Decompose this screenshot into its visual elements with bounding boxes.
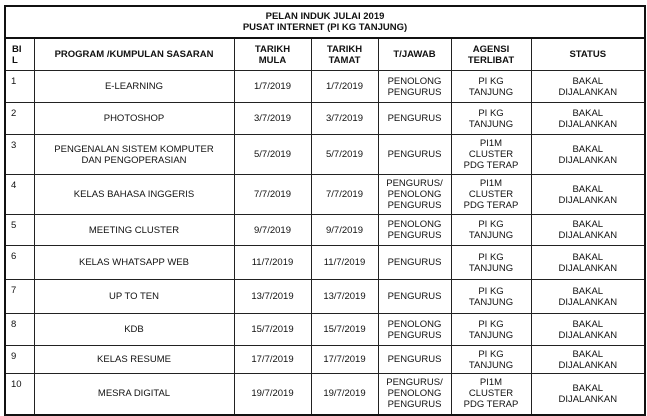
cell-text: PENOLONG [387,388,442,400]
column-header-agensi [451,38,531,71]
header-text: T/JAWAB [393,49,436,60]
cell-agensi [451,280,531,314]
column-header-tamat [311,38,378,71]
cell-text: CLUSTER [468,189,514,200]
cell-text: PI1M [479,178,503,189]
cell-mula: 11/7/2019 [234,246,311,280]
cell-text: PDG TERAP [463,399,519,411]
header-row [5,38,645,71]
cell-tamat: 7/7/2019 [311,175,378,215]
cell-text: DAN PENGOPERASIAN [81,154,187,166]
cell-text: BAKAL [572,285,604,297]
cell-text: PENGURUS [387,230,442,241]
header-text: TARIKH [254,43,291,55]
cell-bil: 9 [5,346,34,374]
plan-table [4,5,646,416]
cell-text: PI KG [478,75,504,87]
cell-mula: 13/7/2019 [234,280,311,314]
cell-text: PDG TERAP [463,200,519,211]
header-text: TARIKH [326,43,363,55]
cell-status [531,175,645,215]
cell-tjawab [378,71,451,103]
table-title-row [5,6,645,38]
cell-text: TANJUNG [468,359,514,371]
cell-tamat: 3/7/2019 [311,103,378,135]
cell-tjawab [378,175,451,215]
header-text: TAMAT [328,54,361,66]
cell-text: BAKAL [572,75,604,87]
cell-tjawab [378,103,451,135]
cell-text: PENGURUS/ [386,178,443,189]
header-text: AGENSI [472,43,510,55]
cell-text: DIJALANKAN [558,393,618,405]
header-text: STATUS [569,49,607,60]
cell-bil: 2 [5,103,34,135]
cell-text: CLUSTER [468,388,514,400]
cell-status [531,314,645,346]
cell-agensi [451,374,531,415]
cell-text: BAKAL [572,318,604,330]
cell-program [34,175,234,215]
title-line: PELAN INDUK JULAI 2019 [265,11,385,22]
cell-program [34,346,234,374]
table-row [5,246,645,280]
cell-text: TANJUNG [468,329,514,341]
cell-tamat: 19/7/2019 [311,374,378,415]
table-title [5,6,645,38]
cell-tjawab [378,280,451,314]
cell-text: DIJALANKAN [558,194,618,206]
cell-text: BAKAL [572,382,604,394]
cell-tjawab [378,246,451,280]
column-header-program [34,38,234,71]
cell-text: TANJUNG [468,230,514,241]
cell-text: KDB [124,324,144,335]
table-row [5,215,645,246]
cell-text: PENOLONG [387,219,442,230]
cell-text: PI1M [479,377,503,389]
cell-text: PENGURUS [387,354,442,365]
cell-program [34,103,234,135]
cell-program [34,71,234,103]
cell-tamat: 5/7/2019 [311,135,378,175]
cell-agensi [451,103,531,135]
cell-text: DIJALANKAN [558,359,618,371]
cell-status [531,103,645,135]
cell-text: TANJUNG [468,86,514,98]
cell-text: TANJUNG [468,296,514,308]
cell-text: DIJALANKAN [558,154,618,166]
cell-tamat: 13/7/2019 [311,280,378,314]
cell-text: BAKAL [572,107,604,119]
cell-text: PENGURUS [387,86,442,98]
cell-bil: 3 [5,135,34,175]
cell-bil: 10 [5,374,34,415]
cell-program [34,246,234,280]
cell-text: PI KG [478,251,504,263]
header-text: BI [12,43,22,55]
cell-text: TANJUNG [468,262,514,274]
cell-bil: 8 [5,314,34,346]
cell-text: PHOTOSHOP [103,113,165,124]
cell-text: PI KG [478,285,504,297]
cell-text: DIJALANKAN [558,329,618,341]
cell-bil: 6 [5,246,34,280]
cell-text: MESRA DIGITAL [97,388,171,400]
cell-tjawab [378,346,451,374]
cell-text: KELAS RESUME [97,354,171,365]
cell-bil: 5 [5,215,34,246]
cell-bil: 4 [5,175,34,215]
cell-text: PI1M [479,138,503,149]
header-text: TERLIBAT [467,54,515,66]
cell-program [34,374,234,415]
cell-text: PENOLONG [387,189,442,200]
cell-text: CLUSTER [468,149,514,160]
cell-text: PENOLONG [387,318,442,330]
column-header-mula [234,38,311,71]
header-text: MULA [258,54,287,66]
column-header-bil [5,38,34,71]
cell-text: PI KG [478,318,504,330]
cell-agensi [451,215,531,246]
cell-agensi [451,71,531,103]
cell-text: PENGENALAN SISTEM KOMPUTER [54,143,214,155]
cell-text: PENGURUS [387,257,442,268]
subtitle-line: PUSAT INTERNET (PI KG TANJUNG) [242,22,408,33]
cell-mula: 7/7/2019 [234,175,311,215]
table-row [5,175,645,215]
cell-tamat: 15/7/2019 [311,314,378,346]
cell-tamat: 1/7/2019 [311,71,378,103]
table-row [5,346,645,374]
cell-text: PENGURUS/ [386,377,443,389]
table-row [5,314,645,346]
cell-mula: 17/7/2019 [234,346,311,374]
cell-bil: 7 [5,280,34,314]
cell-mula: 3/7/2019 [234,103,311,135]
cell-status [531,280,645,314]
header-text: PROGRAM /KUMPULAN SASARAN [54,49,214,60]
cell-text: DIJALANKAN [558,262,618,274]
cell-text: PI KG [478,107,504,119]
cell-text: MEETING CLUSTER [88,224,180,236]
column-header-status [531,38,645,71]
cell-text: PI KG [478,348,504,360]
header-text: L [12,54,18,66]
cell-tjawab [378,314,451,346]
cell-mula: 1/7/2019 [234,71,311,103]
cell-text: E-LEARNING [104,81,164,92]
cell-text: PENGURUS [387,329,442,341]
cell-tjawab [378,135,451,175]
cell-text: PENGURUS [387,149,442,160]
cell-tamat: 11/7/2019 [311,246,378,280]
cell-status [531,374,645,415]
cell-text: KELAS BAHASA INGGERIS [73,189,195,200]
cell-text: BAKAL [572,143,604,155]
cell-text: UP TO TEN [109,291,159,302]
cell-tjawab [378,374,451,415]
cell-mula: 19/7/2019 [234,374,311,415]
cell-mula: 15/7/2019 [234,314,311,346]
cell-mula: 9/7/2019 [234,215,311,246]
cell-text: PI KG [478,219,504,230]
cell-text: BAKAL [572,219,604,230]
cell-status [531,246,645,280]
cell-tamat: 17/7/2019 [311,346,378,374]
cell-program [34,280,234,314]
cell-agensi [451,346,531,374]
cell-text: DIJALANKAN [558,118,618,130]
cell-agensi [451,175,531,215]
cell-agensi [451,314,531,346]
cell-text: DIJALANKAN [558,296,618,308]
cell-program [34,135,234,175]
table-row [5,103,645,135]
cell-text: PENGURUS [387,399,442,411]
cell-text: PENGURUS [387,113,442,124]
cell-tjawab [378,215,451,246]
column-header-tjawab [378,38,451,71]
cell-program [34,215,234,246]
cell-bil: 1 [5,71,34,103]
cell-agensi [451,135,531,175]
cell-status [531,346,645,374]
cell-text: TANJUNG [468,118,514,130]
cell-text: DIJALANKAN [558,230,618,241]
cell-status [531,71,645,103]
cell-program [34,314,234,346]
table-row [5,374,645,415]
cell-agensi [451,246,531,280]
cell-text: BAKAL [572,251,604,263]
cell-mula: 5/7/2019 [234,135,311,175]
cell-tamat: 9/7/2019 [311,215,378,246]
cell-text: DIJALANKAN [558,86,618,98]
cell-text: PENGURUS [387,291,442,302]
cell-status [531,135,645,175]
cell-text: PENOLONG [387,75,442,87]
table-row [5,71,645,103]
table-row [5,280,645,314]
cell-text: BAKAL [572,183,604,195]
cell-text: PENGURUS [387,200,442,211]
table-row [5,135,645,175]
cell-text: PDG TERAP [463,160,519,171]
cell-status [531,215,645,246]
cell-text: KELAS WHATSAPP WEB [79,257,189,268]
cell-text: BAKAL [572,348,604,360]
